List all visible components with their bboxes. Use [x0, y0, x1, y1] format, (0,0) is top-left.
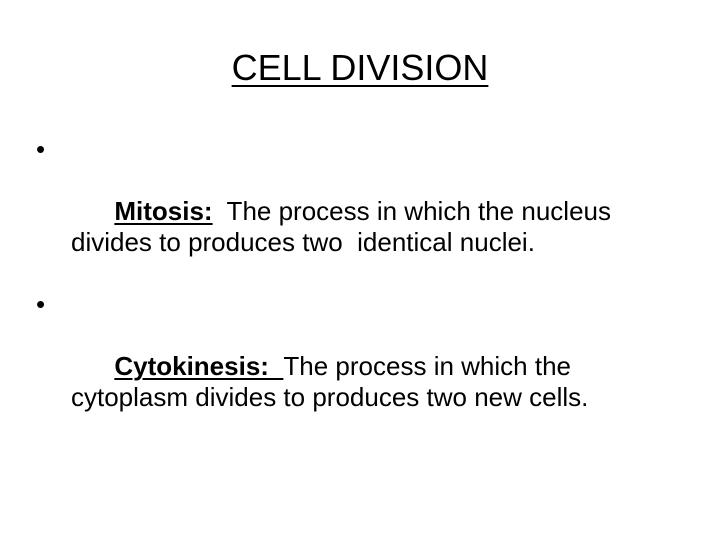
definition-cytokinesis: The process in which the cytoplasm divides to produces two new cells. — [71, 351, 589, 412]
bullet-item-mitosis — [36, 134, 686, 289]
bullet-marker: • — [36, 289, 46, 319]
bullet-item-cytokinesis — [36, 289, 686, 444]
bullet-marker: • — [36, 134, 46, 164]
definition-mitosis: The process in which the nucleus divides to produces two identical nuclei. — [71, 196, 619, 257]
slide-title-text: CELL DIVISION — [231, 47, 489, 88]
slide-title — [0, 44, 720, 92]
term-mitosis: Mitosis: — [114, 196, 213, 226]
term-cytokinesis: Cytokinesis: — [114, 351, 284, 381]
bullet-list — [36, 134, 686, 444]
